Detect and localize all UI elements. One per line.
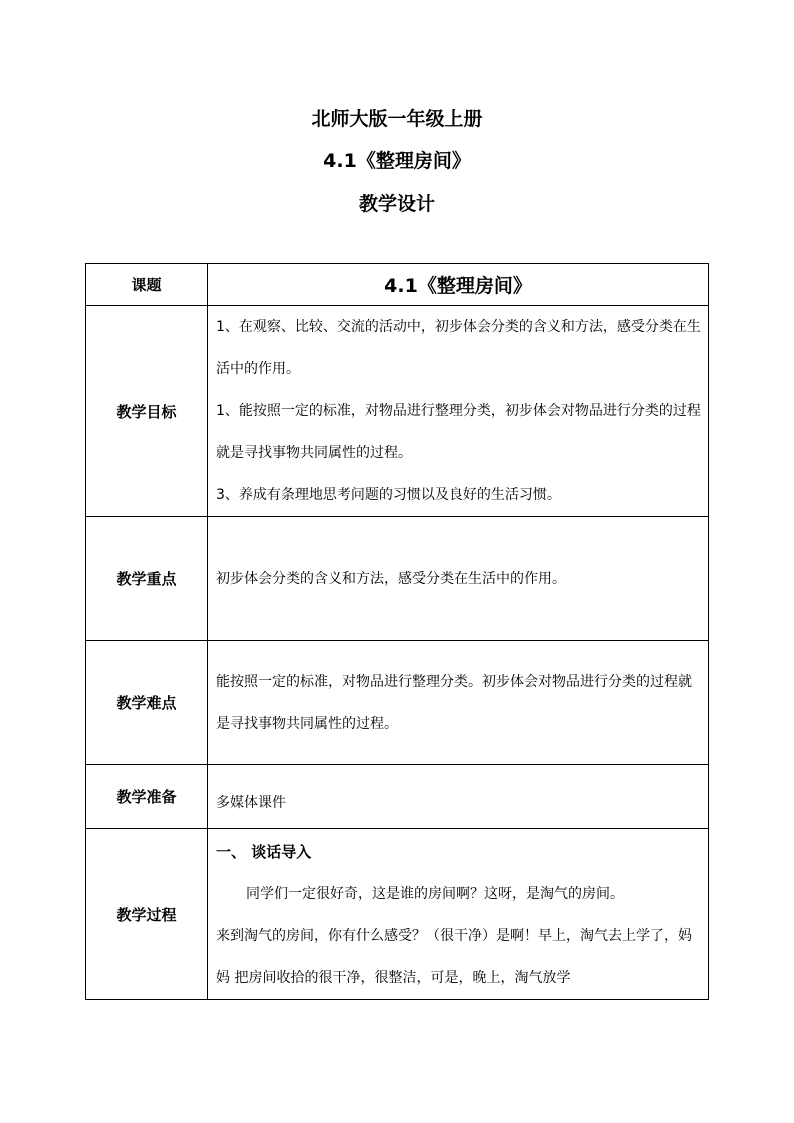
document-title-line-3: 教学设计 [358, 193, 435, 215]
key-points-content: 初步体会分类的含义和方法，感受分类在生活中的作用。 [208, 517, 709, 641]
table-row-difficulties [86, 641, 709, 765]
key-points-label: 教学重点 [86, 517, 208, 641]
goal-item: 1、在观察、比较、交流的活动中，初步体会分类的含义和方法，感受分类在生活中的作用。 [216, 319, 701, 377]
process-section-heading: 一、 谈话导入 [216, 843, 312, 861]
table-row-process [86, 829, 709, 1000]
difficulties-label: 教学难点 [86, 641, 208, 765]
goals-label: 教学目标 [86, 306, 208, 517]
goal-item: 1、能按照一定的标准，对物品进行整理分类，初步体会对物品进行分类的过程就是寻找事物共同属性的过程。 [216, 403, 701, 461]
document-title-line-1: 北师大版一年级上册 [311, 108, 483, 130]
difficulties-content: 能按照一定的标准，对物品进行整理分类。初步体会对物品进行分类的过程就是寻找事物共同属性的过程。 [208, 641, 709, 765]
title-value: 4.1《整理房间》 [208, 264, 709, 306]
document-title-line-2: 4.1《整理房间》 [323, 150, 471, 172]
table-row-goals [86, 306, 709, 517]
table-row-key-points [86, 517, 709, 641]
preparation-content: 多媒体课件 [208, 765, 709, 829]
lesson-plan-table [85, 263, 709, 1000]
goal-item: 3、养成有条理地思考问题的习惯以及良好的生活习惯。 [216, 487, 561, 503]
process-paragraph: 同学们一定很好奇，这是谁的房间啊？这呀，是淘气的房间。 [246, 886, 624, 902]
goals-content [208, 306, 709, 517]
process-paragraph: 来到淘气的房间，你有什么感受？（很干净）是啊！早上，淘气去上学了，妈妈 把房间收拾的很干净，很整洁，可是，晚上，淘气放学 [216, 928, 692, 986]
table-row-title [86, 264, 709, 306]
process-content [208, 829, 709, 1000]
title-label: 课题 [86, 264, 208, 306]
preparation-label: 教学准备 [86, 765, 208, 829]
table-row-preparation [86, 765, 709, 829]
process-label: 教学过程 [86, 829, 208, 1000]
